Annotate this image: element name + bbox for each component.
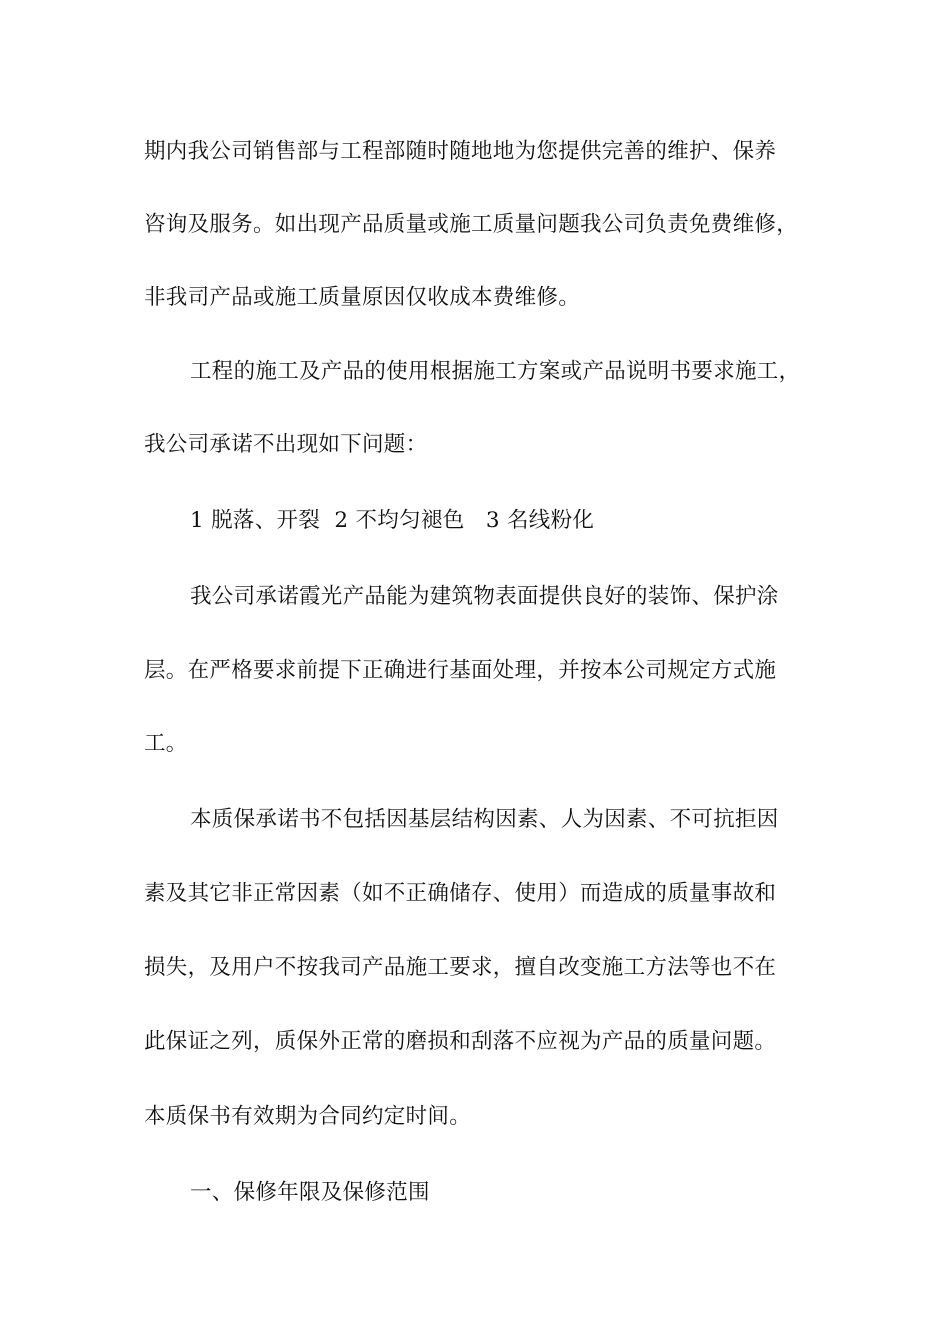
text-line: 非我司产品或施工质量原因仅收成本费维修。 bbox=[144, 285, 581, 310]
text-line: 我公司承诺不出现如下问题： bbox=[144, 432, 428, 457]
text-line: 本质保承诺书不包括因基层结构因素、人为因素、不可抗拒因 bbox=[190, 807, 779, 832]
text-line: 损失，及用户不按我司产品施工要求，擅自改变施工方法等也不在 bbox=[144, 955, 777, 980]
text-line: 素及其它非正常因素（如不正确储存、使用）而造成的质量事故和 bbox=[144, 881, 777, 906]
text-line: 我公司承诺霞光产品能为建筑物表面提供良好的装饰、保护涂 bbox=[190, 584, 779, 609]
text-line: 此保证之列，质保外正常的磨损和刮落不应视为产品的质量问题。 bbox=[144, 1029, 777, 1054]
text-line: 层。在严格要求前提下正确进行基面处理，并按本公司规定方式施 bbox=[144, 658, 777, 683]
text-line: 工。 bbox=[144, 731, 188, 756]
text-line: 期内我公司销售部与工程部随时随地地为您提供完善的维护、保养 bbox=[144, 139, 777, 164]
text-line: 咨询及服务。如出现产品质量或施工质量问题我公司负责免费维修， bbox=[144, 212, 799, 237]
section-heading: 一、保修年限及保修范围 bbox=[190, 1180, 430, 1205]
text-line: 工程的施工及产品的使用根据施工方案或产品说明书要求施工， bbox=[190, 359, 801, 384]
issue-list-line: 1 脱落、开裂 2 不均匀褪色 3 名线粉化 bbox=[190, 508, 595, 533]
text-line: 本质保书有效期为合同约定时间。 bbox=[144, 1104, 472, 1129]
